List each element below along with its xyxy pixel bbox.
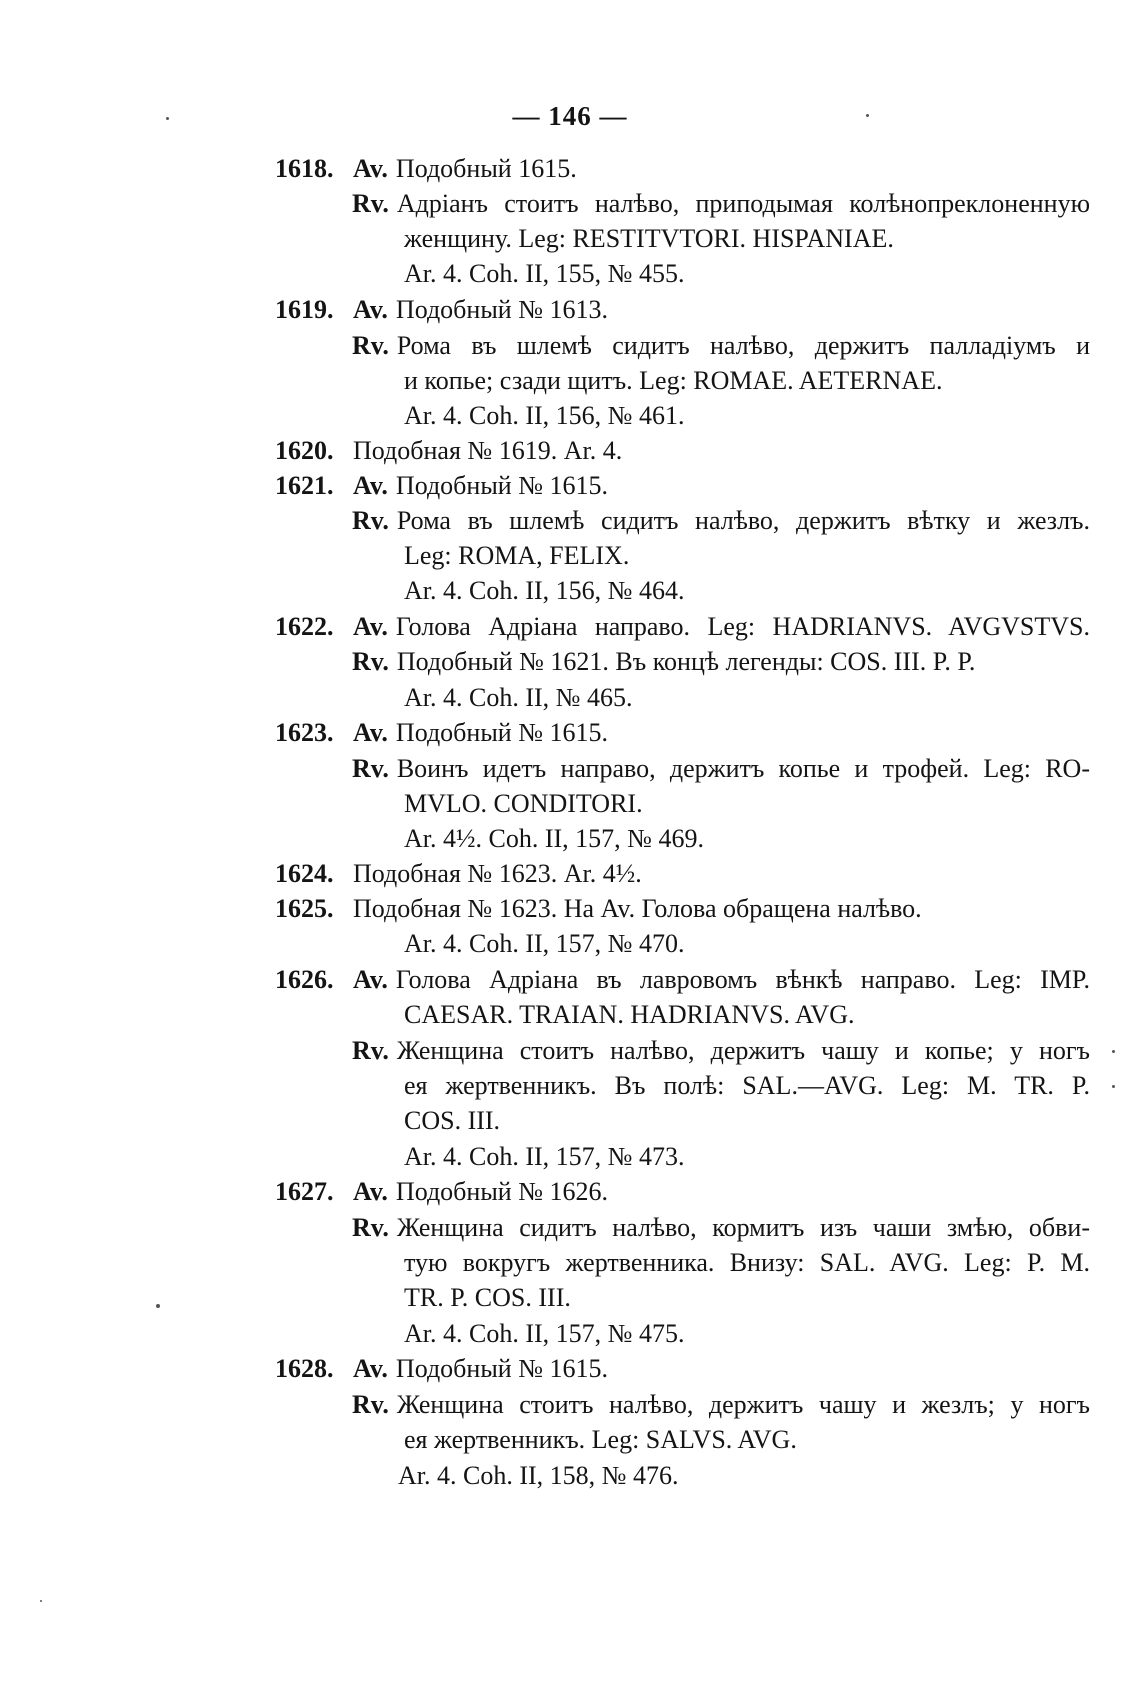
av-label: Av. (353, 718, 388, 747)
av-text: Подобный № 1626. (395, 1177, 609, 1206)
entry-1618-rv-line-2: женщину. Leg: RESTITVTORI. HISPANIAE. (404, 224, 894, 253)
rv-label: Rv. (352, 1390, 389, 1419)
page-number: — 146 — (512, 101, 628, 131)
entry-number: 1627. (275, 1177, 334, 1206)
entry-1628-reference: Ar. 4. Coh. II, 158, № 476. (398, 1461, 679, 1490)
entry-1625-reference: Ar. 4. Coh. II, 157, № 470. (404, 929, 685, 958)
entry-number: 1623. (275, 718, 334, 747)
entry-1624-line (275, 857, 642, 891)
rv-text: Воинъ идетъ направо, держитъ копье и трофей. Leg: RO- (396, 754, 1090, 783)
entry-1627-rv-line-1 (352, 1211, 1090, 1245)
entry-1621-av-line (275, 469, 608, 503)
entry-1626-rv-line-3: COS. III. (404, 1106, 501, 1135)
scan-speck (166, 117, 169, 120)
rv-text: Рома въ шлемѣ сидитъ налѣво, держитъ палладіумъ и (396, 331, 1090, 360)
entry-number: 1618. (275, 154, 334, 183)
entry-1620-line (275, 434, 622, 468)
rv-text: Подобный № 1621. Въ концѣ легенды: COS. III. P. P. (396, 647, 976, 676)
entry-1628-rv-line-2: ея жертвенникъ. Leg: SALVS. AVG. (404, 1425, 797, 1454)
entry-1626-reference: Ar. 4. Coh. II, 157, № 473. (404, 1142, 685, 1171)
entry-1623-reference: Ar. 4½. Coh. II, 157, № 469. (404, 824, 704, 853)
entry-1621-reference: Ar. 4. Coh. II, 156, № 464. (404, 576, 685, 605)
scan-speck (866, 114, 869, 117)
entry-1626-av-line (275, 963, 1090, 997)
rv-label: Rv. (352, 1213, 389, 1242)
entry-1618-reference: Ar. 4. Coh. II, 155, № 455. (404, 259, 685, 288)
rv-text: Адріанъ стоитъ налѣво, приподымая колѣнопреклоненную (396, 189, 1090, 218)
scan-speck (1112, 1085, 1115, 1088)
rv-label: Rv. (352, 754, 389, 783)
rv-label: Rv. (352, 189, 389, 218)
entry-1623-rv-line-2: MVLO. CONDITORI. (404, 789, 643, 818)
entry-1619-rv-line-2: и копье; сзади щитъ. Leg: ROMAE. AETERNAE. (404, 366, 943, 395)
entry-number: 1619. (275, 295, 334, 324)
entry-1619-reference: Ar. 4. Coh. II, 156, № 461. (404, 401, 685, 430)
scan-speck (40, 1600, 42, 1602)
entry-1623-av-line (275, 716, 608, 750)
entry-number: 1625. (275, 894, 334, 923)
entry-text: Подобная № 1623. На Av. Голова обращена налѣво. (353, 894, 922, 923)
av-label: Av. (353, 154, 388, 183)
av-label: Av. (353, 1177, 388, 1206)
rv-text: Женщина стоитъ налѣво, держитъ чашу и жезлъ; у ногъ (396, 1390, 1090, 1419)
av-text: Подобный № 1613. (395, 295, 609, 324)
entry-1626-av-line-2: CAESAR. TRAIAN. HADRIANVS. AVG. (404, 1000, 855, 1029)
entry-1619-rv-line-1 (352, 329, 1090, 363)
av-label: Av. (353, 1354, 388, 1383)
rv-label: Rv. (352, 647, 389, 676)
entry-1622-rv-line-1 (352, 645, 975, 679)
entry-1621-rv-line-2: Leg: ROMA, FELIX. (404, 541, 630, 570)
av-label: Av. (353, 295, 388, 324)
entry-1621-rv-line-1 (352, 504, 1090, 538)
av-text: Подобный № 1615. (395, 718, 609, 747)
entry-1618-av-line (275, 152, 577, 186)
entry-1627-av-line (275, 1175, 608, 1209)
entry-text: Подобная № 1623. Ar. 4½. (353, 859, 642, 888)
av-label: Av. (353, 965, 388, 994)
entry-number: 1622. (275, 612, 334, 641)
entry-1628-rv-line-1 (352, 1388, 1090, 1422)
entry-number: 1624. (275, 859, 334, 888)
rv-text: Рома въ шлемѣ сидитъ налѣво, держитъ вѣтку и жезлъ. (396, 506, 1090, 535)
av-text: Подобный № 1615. (395, 1354, 609, 1383)
av-label: Av. (353, 612, 388, 641)
entry-1622-av-line (275, 610, 1090, 644)
entry-1626-rv-line-1 (352, 1034, 1090, 1068)
entry-1626-rv-line-2: ея жертвенникъ. Въ полѣ: SAL.—AVG. Leg: M. TR. P. (404, 1071, 1090, 1100)
rv-label: Rv. (352, 331, 389, 360)
rv-label: Rv. (352, 506, 389, 535)
av-text: Голова Адріана въ лавровомъ вѣнкѣ направо. Leg: IMP. (395, 965, 1090, 994)
rv-text: Женщина сидитъ налѣво, кормитъ изъ чаши змѣю, обви- (396, 1213, 1090, 1242)
entry-1627-rv-line-2: тую вокругъ жертвенника. Внизу: SAL. AVG. Leg: P. M. (404, 1248, 1090, 1277)
entry-1627-rv-line-3: TR. P. COS. III. (404, 1283, 571, 1312)
av-text: Подобный 1615. (395, 154, 577, 183)
rv-text: Женщина стоитъ налѣво, держитъ чашу и копье; у ногъ (396, 1036, 1090, 1065)
entry-1622-reference: Ar. 4. Coh. II, № 465. (404, 683, 633, 712)
scan-speck (1112, 1050, 1115, 1053)
entry-1619-av-line (275, 293, 608, 327)
entry-number: 1628. (275, 1354, 334, 1383)
entry-number: 1621. (275, 471, 334, 500)
entry-1625-line (275, 892, 922, 926)
av-label: Av. (353, 471, 388, 500)
entry-1618-rv-line-1 (352, 187, 1090, 221)
rv-label: Rv. (352, 1036, 389, 1065)
entry-text: Подобная № 1619. Ar. 4. (353, 436, 623, 465)
scan-speck (156, 1304, 160, 1308)
entry-1623-rv-line-1 (352, 752, 1090, 786)
entry-1628-av-line (275, 1352, 608, 1386)
av-text: Подобный № 1615. (395, 471, 609, 500)
av-text: Голова Адріана направо. Leg: HADRIANVS. AVGVSTVS. (395, 612, 1090, 641)
entry-number: 1620. (275, 436, 334, 465)
entry-1627-reference: Ar. 4. Coh. II, 157, № 475. (404, 1319, 685, 1348)
entry-number: 1626. (275, 965, 334, 994)
